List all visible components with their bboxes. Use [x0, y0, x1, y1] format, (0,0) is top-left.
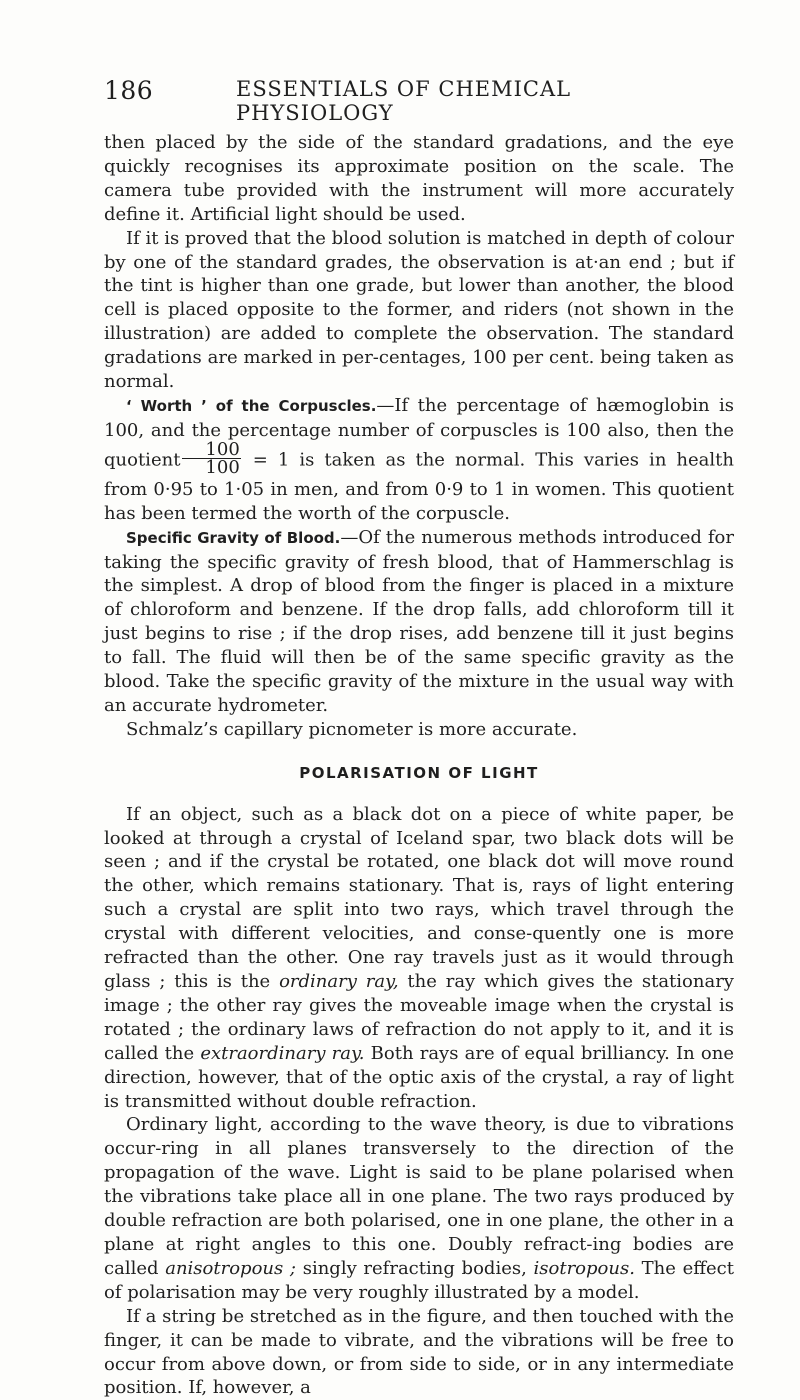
paragraph-text: —If the percentage of hæmoglobin is 100, and the percentage number of corpuscles is 100 also, then the quotient: [104, 394, 734, 471]
paragraph-text: Both rays are of equal brilliancy. In one direction, however, that of the optic axis of the crystal, a ray of light is transmitted without double refraction.: [104, 1042, 734, 1112]
italic-term: extraordinary ray.: [200, 1042, 365, 1064]
fraction: [182, 438, 240, 478]
italic-term: isotropous.: [533, 1257, 635, 1279]
section-heading: POLARISATION OF LIGHT: [299, 763, 539, 782]
paragraph-polarisation: [104, 803, 734, 1114]
paragraph-text: the ray which gives the stationary image ; the other ray gives the moveable image when the crystal is rotated ; the ordinary laws of refraction do not apply to it, and it is called the: [104, 971, 734, 1064]
page-body: [104, 131, 734, 1400]
paragraph-worth: [104, 394, 734, 526]
paragraph-specific-gravity: [104, 526, 734, 718]
page-header: [104, 76, 736, 125]
paragraph-text: Ordinary light, according to the wave theory, is due to vibrations occur-ring in all planes transversely to the direction of the propagation of the wave. Light is said to be plane polarised when the vibrations take place all in one plane. The two rays produced by double refraction are both polarised, one in one plane, the other in a plane at right angles to this one. Doubly refract-ing bodies are called: [104, 1114, 734, 1279]
paragraph: If it is proved that the blood solution is matched in depth of colour by one of the standard grades, the observation is at·an end ; but if the tint is higher than one grade, but lower than another, the blood cell is placed opposite to the former, and riders (not shown in the illustration) are added to complete the observation. The standard gradations are marked in per-centages, 100 per cent. being taken as normal.: [104, 227, 734, 393]
paragraph: If a string be stretched as in the figure, and then touched with the finger, it can be made to vibrate, and the vibrations will be free to occur from above down, or from side to side, or in any intermediate position. If, however, a: [104, 1305, 734, 1399]
paragraph: Schmalz’s capillary picnometer is more accurate.: [126, 718, 578, 740]
paragraph-text: = 1 is taken as the normal. This varies in health from 0·95 to 1·05 in men, and from 0·9 to 1 in women. This quotient has been termed the worth of the corpuscle.: [104, 449, 734, 524]
running-title: ESSENTIALS OF CHEMICAL PHYSIOLOGY: [236, 77, 572, 125]
fraction-denominator: 100: [205, 456, 240, 478]
section-label-worth: ‘ Worth ’ of the Corpuscles.: [126, 396, 377, 415]
paragraph: then placed by the side of the standard gradations, and the eye quickly recognises its approximate position on the scale. The camera tube provided with the instrument will more accurately define it. Artificial light should be used.: [104, 132, 734, 225]
italic-term: ordinary ray,: [279, 971, 399, 992]
section-label-specific-gravity: Specific Gravity of Blood.: [126, 528, 341, 547]
paragraph-text: singly refracting bodies,: [302, 1257, 527, 1279]
italic-term: anisotropous ;: [165, 1257, 296, 1279]
paragraph-text: If an object, such as a black dot on a piece of white paper, be looked at through a crystal of Iceland spar, two black dots will be seen ; and if the crystal be rotated, one black dot will move round the other, which remains stationary. That is, rays of light entering such a crystal are split into two rays, which travel through the crystal with different velocities, and conse-quently one is more refracted than the other. One ray travels just as it would through glass ; this is the: [104, 803, 734, 992]
page-number: 186: [104, 76, 154, 105]
paragraph-text: —Of the numerous methods introduced for taking the specific gravity of fresh blood, that of Hammerschlag is the simplest. A drop of blood from the finger is placed in a mixture of chloroform and benzene. If the drop falls, add chloroform till it just begins to rise ; if the drop rises, add benzene till it just begins to fall. The fluid will then be of the same specific gravity as the blood. Take the specific gravity of the mixture in the usual way with an accurate hydrometer.: [104, 526, 734, 716]
fraction-numerator: 100: [182, 441, 240, 459]
paragraph-text: The effect of polarisation may be very roughly illustrated by a model.: [104, 1257, 734, 1303]
paragraph-wave-theory: [104, 1113, 734, 1304]
